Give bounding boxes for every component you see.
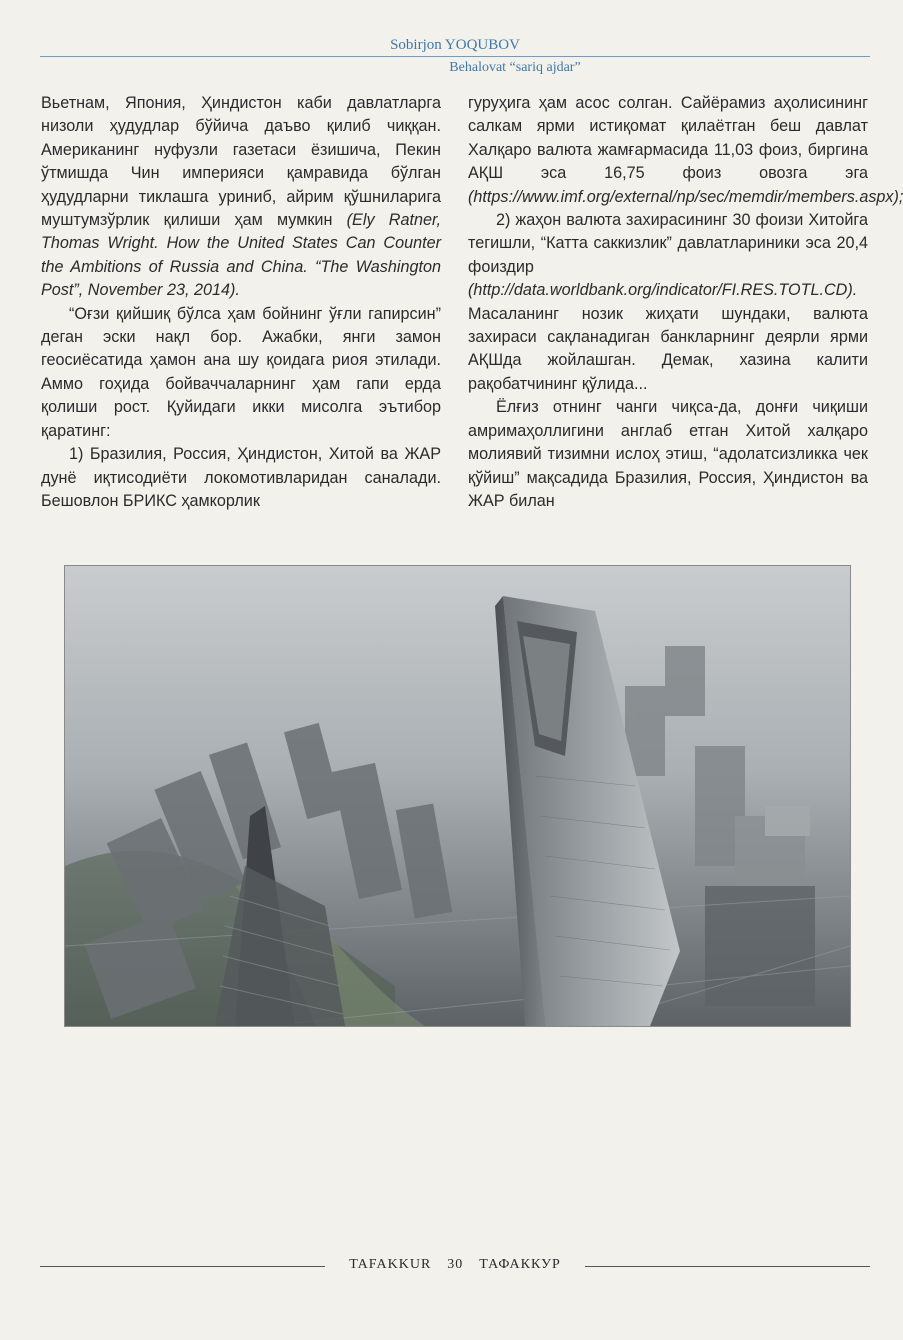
header-rule <box>40 56 870 57</box>
citation: (Ely Ratner, Thomas Wright. How the United States Can Counter the Ambitions of Russia and China. “The Washington Post”, November 23, 2014). <box>41 211 441 300</box>
paragraph: 1) Бразилия, Россия, Ҳиндистон, Хитой ва ЖАР дунё иқтисодиёти локомотивларидан саналади. Бешовлон БРИКС ҳамкорлик <box>41 445 441 510</box>
page-footer <box>40 1255 870 1279</box>
paragraph <box>41 92 441 303</box>
header-subtitle: Behalovat “sariq ajdar” <box>449 60 581 75</box>
paragraph-text: гуруҳига ҳам асос солган. Сайёрамиз аҳолисининг салкам ярми истиқомат қилаётган беш давлат Халқаро валюта жамғармасида 11,03 фоиз, биргина АҚШ эса 16,75 фоиз овозга эга <box>468 94 868 183</box>
left-column <box>41 92 441 513</box>
paragraph <box>468 92 903 209</box>
footer-label-cyrillic: ТАФАККУР <box>479 1257 561 1272</box>
page-number: 30 <box>447 1257 464 1272</box>
footer-rule-left <box>40 1266 325 1267</box>
paragraph-text: Масаланинг нозик жиҳати шундаки, валюта захираси сақланадиган банкларнинг деярли ярми АҚШда жойлашган. Демак, хазина калити рақобатчининг қўлида... <box>468 304 868 393</box>
skyscraper-photo <box>64 565 851 1027</box>
paragraph <box>468 209 868 396</box>
paragraph-text: Вьетнам, Япония, Ҳиндистон каби давлатларга низоли ҳудудлар бўйича даъво қилиб чиққан. Американинг нуфузли газетаси ёзишича, Пекин ўтмишда Чин империяси қамравида бўлган ҳудудларни тиклашга уриниб, айрим қўшниларига муштумзўрлик қилиши ҳам мумкин <box>41 94 441 230</box>
footer-label-latin: TAFAKKUR <box>349 1257 432 1272</box>
paragraph-text: 2) жаҳон валюта захирасининг 30 фоизи Хитойга тегишли, “Катта саккизлик” давлатлариники эса 20,4 фоиздир <box>468 211 868 276</box>
paragraph: Ёлғиз отнинг чанги чиқса-да, донғи чиқиши амримаҳоллигини англаб етган Хитой халқаро молиявий тизимни ислоҳ этиш, “адолатсизликка чек қўйиш” мақсадида Бразилия, Россия, Ҳиндистон ва ЖАР билан <box>468 398 868 510</box>
citation: (http://data.worldbank.org/indicator/FI.RES.TOTL.CD). <box>468 281 858 300</box>
running-header <box>40 36 870 77</box>
citation: (https://www.imf.org/external/np/sec/memdir/members.aspx); <box>468 187 903 206</box>
footer-text <box>335 1257 575 1273</box>
header-author: Sobirjon YOQUBOV <box>390 37 520 53</box>
right-column <box>468 92 903 513</box>
paragraph: “Оғзи қийшиқ бўлса ҳам бойнинг ўғли гапирсин” деган эски нақл бор. Ажабки, янги замон геосиёсатида ҳамон ана шу қоидага риоя этилади. Аммо гоҳида бойваччаларнинг ҳам гапи ерда қолиши рост. Қуйидаги икки мисолга эътибор қаратинг: <box>41 304 441 440</box>
footer-rule-right <box>585 1266 870 1267</box>
